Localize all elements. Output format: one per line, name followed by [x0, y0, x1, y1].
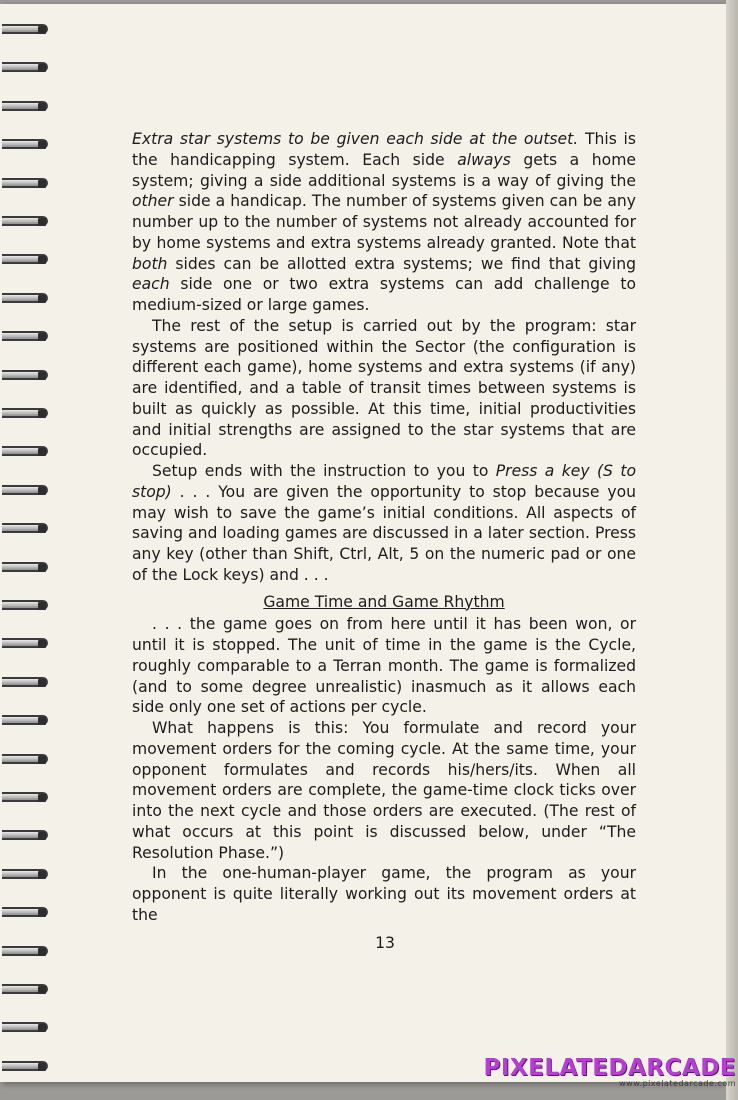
binding-coil [2, 1018, 48, 1036]
text-run: This is the handicapping system. Each side [132, 130, 636, 169]
binding-coil [2, 97, 48, 115]
page-body [132, 129, 636, 926]
binding-coil [2, 442, 48, 460]
binding-coil [2, 135, 48, 153]
binding-coil [2, 980, 48, 998]
binding-coil [2, 1057, 48, 1075]
binding-coil [2, 366, 48, 384]
binding-coil [2, 750, 48, 768]
italic-run: Press a key (S to stop) [132, 462, 636, 501]
italic-run: each [132, 275, 170, 294]
binding-coil [2, 20, 48, 38]
binding-coil [2, 826, 48, 844]
paragraph-one-human-player [132, 863, 636, 925]
binding-coil [2, 327, 48, 345]
text-run: side a handicap. The number of systems given can be any number up to the number of systems not already accounted for by home systems and extra systems already granted. Note that [132, 192, 636, 252]
paragraph-setup [132, 316, 636, 461]
watermark [483, 1055, 736, 1088]
binding-coil [2, 289, 48, 307]
text-run: Setup ends with the instruction to you to [152, 462, 496, 480]
binding-coil [2, 212, 48, 230]
text-run: . . . the game goes on from here until it has been won, or until it is stopped. The unit of time in the game is the Cycle, roughly comparable to a Terran month. The game is formalized (and to some degree unrealistic) inasmuch as it allows each side only one set of actions per cycle. [132, 615, 636, 717]
paragraph-what-happens [132, 718, 636, 863]
paragraph-setup-ends [132, 461, 636, 586]
binding-coil [2, 404, 48, 422]
italic-run: Extra star systems to be given each side at the outset. [132, 130, 579, 148]
binding-coil [2, 634, 48, 652]
text-run: gets a home system; giving a side additional systems is a way of giving the [132, 150, 636, 190]
watermark-title: PIXELATEDARCADE [483, 1055, 736, 1081]
page-number: 13 [375, 934, 395, 952]
text-run: The rest of the setup is carried out by the program: star systems are positioned within the Sector (the configuration is different each game), home systems and extra systems (if any) are identified, and a table of transit times between systems is built as quickly as possible. At this time, initial productivities and initial strengths are assigned to the star systems that are occupied. [132, 316, 636, 460]
binding-coil [2, 481, 48, 499]
binding-coil [2, 788, 48, 806]
italic-run: other [132, 192, 174, 211]
text-run: sides can be allotted extra systems; we find that giving [167, 254, 636, 273]
text-run: In the one-human-player game, the program as your opponent is quite literally working out its movement orders at the [132, 864, 636, 924]
binding-coil [2, 711, 48, 729]
binding-coil [2, 250, 48, 268]
italic-run: both [132, 254, 168, 273]
watermark-url: www.pixelatedarcade.com [619, 1079, 736, 1088]
italic-run: always [457, 150, 511, 169]
binding-coil [2, 558, 48, 576]
spiral-binding [0, 20, 56, 1070]
binding-coil [2, 58, 48, 76]
section-heading: Game Time and Game Rhythm [263, 592, 505, 611]
page-edge [726, 0, 738, 1100]
text-run: side one or two extra systems can add challenge to medium-sized or large games. [132, 275, 636, 314]
binding-coil [2, 942, 48, 960]
binding-coil [2, 519, 48, 537]
binding-coil [2, 673, 48, 691]
text-run: What happens is this: You formulate and record your movement orders for the coming cycle. At the same time, your opponent formulates and records his/hers/its. When all movement orders are complete, the game-time clock ticks over into the next cycle and those orders are executed. (The rest of what occurs at this point is discussed below, under “The Resolution Phase.”) [132, 719, 636, 862]
binding-coil [2, 865, 48, 883]
binding-coil [2, 596, 48, 614]
paragraph-game-goes-on [132, 614, 636, 718]
paragraph-extra-systems [132, 129, 636, 316]
binding-coil [2, 174, 48, 192]
text-run: . . . You are given the opportunity to stop because you may wish to save the game’s initial conditions. All aspects of saving and loading games are discussed in a later section. Press any key (other than Shift, Ctrl, Alt, 5 on the numeric pad or one of the Lock keys) and . . . [132, 482, 636, 584]
binding-coil [2, 903, 48, 921]
